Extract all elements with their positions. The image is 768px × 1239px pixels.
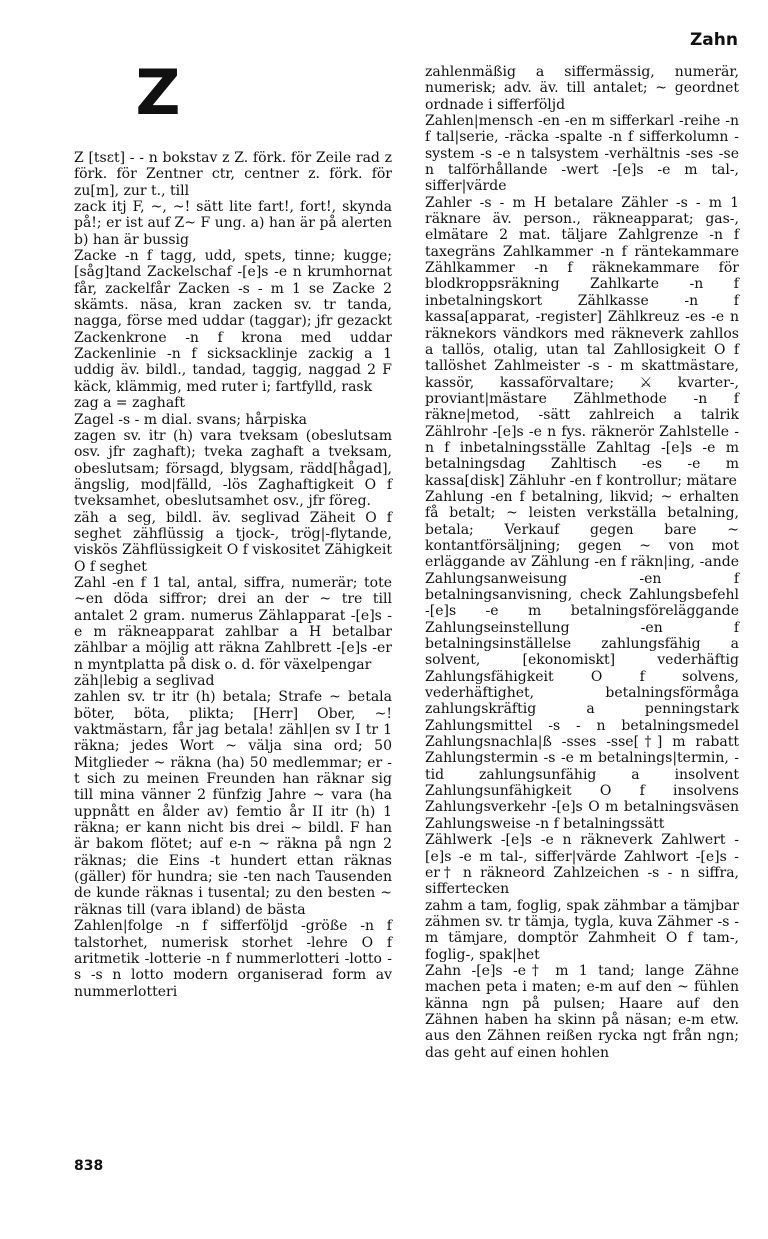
entry-zag: zag a = zaghaft bbox=[74, 395, 185, 412]
entry-zagen: zagen sv. itr (h) vara tveksam (obeslutsam osv. jfr zaghaft); tveka zaghaft a tveksam, obeslutsam; försagd, blygsam, rädd[hågad], ängslig, mod|fälld, -lös Zaghaftigkeit O f tveksamhet, obeslutsamhet osv., jfr föreg. bbox=[74, 427, 392, 510]
entry-zahm: zahm a tam, foglig, spak zähmbar a tämjbar zähmen sv. tr tämja, tygla, kuva Zähmer -s - m tämjare, domptör Zahmheit O f tam-, foglig-, spak|het bbox=[425, 897, 739, 963]
section-letter: Z bbox=[135, 56, 181, 129]
entry-zahl: Zahl -en f 1 tal, antal, siffra, numerär; tote ~en döda siffror; drei an der ~ tre till antalet 2 gram. numerus Zählapparat -[e]s -e m räkneapparat zahlbar a H betalbar zählbar a möjlig att räkna Zahlbrett -[e]s -er n myntplatta på disk o. d. för växelpengar bbox=[74, 574, 392, 673]
entry-zaehlebig: zäh|lebig a seglivad bbox=[74, 673, 215, 689]
entry-zacke: Zacke -n f tagg, udd, spets, tinne; kugge; [såg]tand Zackelschaf -[e]s -e n krumhornat får, zackelfår Zacken -s - m 1 se Zacke 2 skämts. näsa, kran zacken sv. tr tanda, nagga, förse med uddar (taggar); jfr gezackt Zackenkrone -n f krona med uddar Zackenlinie -n f sicksacklinje zackig a 1 uddig äv. bildl., tandad, taggig, naggad 2 F käck, klämmig, med ruter i; fartfylld, rask bbox=[74, 248, 392, 395]
entry-zahlenfolge: Zahlen|folge -n f sifferföljd -größe -n f talstorhet, numerisk storhet -lehre O f aritmetik -lotterie -n f nummerlotteri -lotto -s -s n lotto modern organiserad form av nummerlotteri bbox=[74, 918, 392, 1000]
running-head: Zahn bbox=[689, 30, 738, 50]
entry-zahler: Zahler -s - m H betalare Zähler -s - m 1 räknare äv. person., räkneapparat; gas-, elmätare 2 mat. täljare Zahlgrenze -n f taxegräns Zahlkammer -n f räntekammare Zählkammer -n f räknekammare för blodkroppsräkning Zahlkarte -n f inbetalningskort Zählkasse -n f kassa[apparat, -register] Zählkreuz -es -e n räknekors vändkors med räkneverk zahllos a tallös, otalig, utan tal Zahllosigkeit O f tallöshet Zahlmeister -s - m skattmästare, kassör, kassaförvaltare; ⚔ kvarter-, proviant|mästare Zählmethode -n f räkne|metod, -sätt zahlreich a talrik Zählrohr -[e]s -e n fys. räknerör Zahlstelle -n f inbetalningsställe Zahltag -[e]s -e m betalningsdag Zahltisch -es -e m kassa[disk] Zähluhr -en f kontrollur; mätare bbox=[425, 194, 739, 489]
entry-zahlenmensch: Zahlen|mensch -en -en m sifferkarl -reihe -n f tal|serie, -räcka -spalte -n f sifferkolumn -system -s -e n talsystem -verhältnis -ses -se n talförhållande -wert -[e]s -e m tal-, siffer|värde bbox=[425, 113, 739, 195]
entry-zack: zack itj F, ~, ~! sätt lite fart!, fort!, skynda på!; er ist auf Z~ F ung. a) han är på alerten b) han är bussig bbox=[74, 199, 392, 248]
entry-zahlen: zahlen sv. tr itr (h) betala; Strafe ~ betala böter, böta, plikta; [Herr] Ober, ~! vaktmästarn, får jag betala! zähl|en sv I tr 1 räkna; jedes Wort ~ välja sina ord; 50 Mitglieder ~ räkna (ha) 50 medlemmar; er -t sich zu meinen Freunden han räknar sig till mina vänner 2 fünfzig Jahre ~ vara (ha uppnått en ålder av) femtio år II itr (h) 1 räkna; er kann nicht bis drei ~ bildl. F han är bakom flötet; auf e-n ~ räkna på ngn 2 räknas; die Eins -t hundert ettan räknas (gäller) för hundra; sie -ten nach Tausenden de kunde räknas i tusental; zu den besten ~ räknas till (vara ibland) de bästa bbox=[74, 689, 392, 918]
entry-z: Z [tsɛt] - - n bokstav z Z. förk. för Zeile rad z förk. för Zentner ctr, centner z. förk. för zu[m], zur t., till bbox=[74, 150, 392, 199]
entry-zaehlwerk: Zählwerk -[e]s -e n räkneverk Zahlwert -[e]s -e m tal-, siffer|värde Zahlwort -[e]s -er† n räkneord Zahlzeichen -s - n siffra, siffertecken bbox=[425, 832, 739, 898]
entry-zahlung: Zahlung -en f betalning, likvid; ~ erhalten få betalt; ~ leisten verkställa betalning, betala; Verkauf gegen bare ~ kontantförsäljning; gegen ~ von mot erläggande av Zählung -en f räkn|ing, -ande Zahlungsanweisung -en f betalningsanvisning, check Zahlungsbefehl -[e]s -e m betalningsföreläggande Zahlungseinstellung -en f betalningsinställelse zahlungsfähig a solvent, [ekonomiskt] vederhäftig Zahlungsfähigkeit O f solvens, vederhäftighet, betalningsförmåga zahlungskräftig a penningstark Zahlungsmittel -s - n betalningsmedel Zahlungsnachla|ß -sses -sse[†] m rabatt Zahlungstermin -s -e m betalnings|termin, -tid zahlungsunfähig a insolvent Zahlungsunfähigkeit O f insolvens Zahlungsverkehr -[e]s O m betalningsväsen Zahlungsweise -n f betalningssätt bbox=[425, 488, 739, 832]
entry-zahn: Zahn -[e]s -e† m 1 tand; lange Zähne machen peta i maten; e-m auf den ~ fühlen känna ngn på pulsen; Haare auf den Zähnen haben ha skinn på näsan; e-m etw. aus den Zähnen reißen rycka ngt från ngn; das geht auf einen hohlen bbox=[425, 962, 739, 1061]
right-column bbox=[425, 64, 739, 1061]
entry-zaeh: zäh a seg, bildl. äv. seglivad Zäheit O f seghet zähflüssig a tjock-, trög|-flytande, viskös Zähflüssigkeit O f viskositet Zähigkeit O f seghet bbox=[74, 509, 392, 575]
left-column bbox=[74, 150, 392, 1000]
entry-zahlenmaessig: zahlenmäßig a siffermässig, numerär, numerisk; adv. äv. till antalet; ~ geordnet ordnade i sifferföljd bbox=[425, 64, 739, 113]
page-number: 838 bbox=[74, 1158, 104, 1174]
entry-zagel: Zagel -s - m dial. svans; hårpiska bbox=[74, 411, 308, 428]
